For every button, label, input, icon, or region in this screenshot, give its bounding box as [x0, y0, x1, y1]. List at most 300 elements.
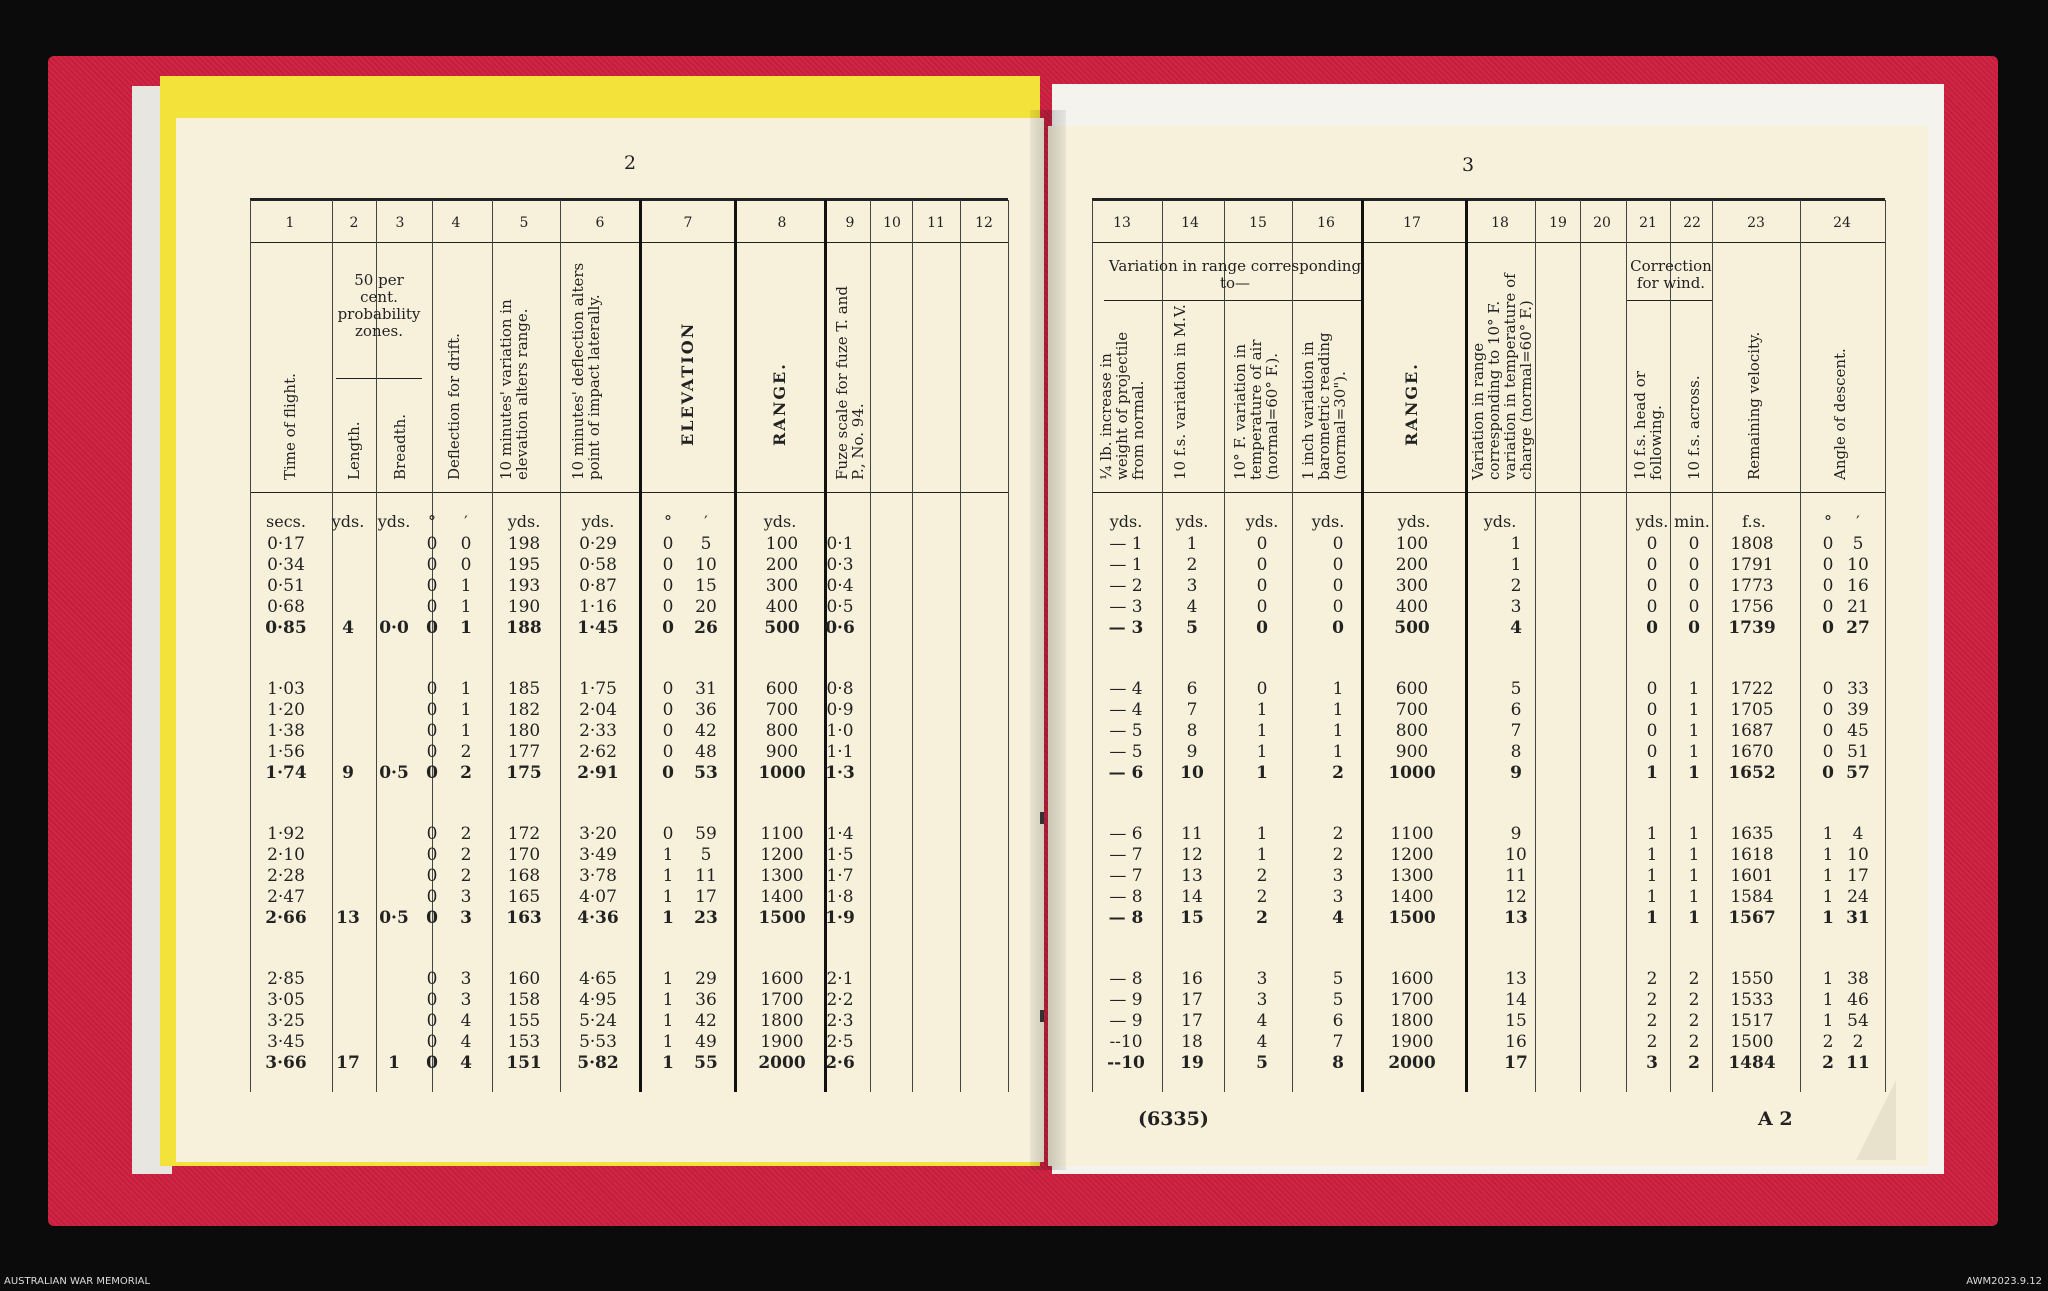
time-of-flight-cell: 3·25 — [267, 1011, 305, 1031]
range-right-cell: 1600 — [1390, 969, 1434, 989]
column-separator-heavy — [1361, 200, 1364, 1092]
air-temp-cell: 0 — [1256, 534, 1268, 554]
drift-deg-cell: 0 — [426, 1011, 438, 1031]
range-cell: 200 — [765, 555, 799, 575]
zones-rule — [336, 378, 422, 379]
cross-wind-cell: 1 — [1688, 824, 1700, 844]
unit-label: f.s. — [1742, 512, 1766, 531]
defl-alters-header: 10 minutes' deflection alters point of impact laterally. — [569, 262, 603, 480]
unit-label: yds. — [1397, 512, 1431, 531]
elev-alters-cell: 182 — [507, 700, 541, 720]
column-number: 2 — [349, 215, 359, 231]
head-wind-cell: 1 — [1646, 908, 1658, 928]
drift-deg-cell: 0 — [426, 1032, 438, 1052]
weight-variation-cell: — 4 — [1109, 700, 1143, 720]
charge-temp-cell: 11 — [1505, 866, 1527, 886]
drift-deg-cell: 0 — [426, 679, 438, 699]
baro-cell: 1 — [1332, 721, 1344, 741]
elevation-min-cell: 15 — [695, 576, 717, 596]
weight-variation-cell: — 8 — [1108, 908, 1144, 928]
drift-min-cell: 1 — [460, 721, 472, 741]
elev-alters-cell: 165 — [507, 887, 541, 907]
drift-deg-cell: 0 — [426, 618, 438, 638]
descent-min-cell: 10 — [1847, 555, 1869, 575]
range-cell: 100 — [765, 534, 799, 554]
defl-alters-cell: 1·16 — [579, 597, 617, 617]
units-rule-left — [250, 492, 1008, 493]
elevation-min-cell: 42 — [695, 1011, 717, 1031]
column-separator-heavy — [734, 200, 737, 1092]
charge-temp-cell: 17 — [1504, 1053, 1528, 1073]
drift-deg-cell: 0 — [426, 908, 438, 928]
baro-cell: 3 — [1332, 866, 1344, 886]
weight-variation-cell: — 6 — [1109, 824, 1143, 844]
time-of-flight-cell: 1·56 — [267, 742, 305, 762]
baro-cell: 2 — [1332, 845, 1344, 865]
descent-min-cell: 21 — [1847, 597, 1869, 617]
unit-label: min. — [1674, 512, 1710, 531]
descent-min-cell: 4 — [1852, 824, 1864, 844]
weight-variation-cell: — 2 — [1109, 576, 1143, 596]
head-wind-cell: 2 — [1646, 990, 1658, 1010]
elevation-min-cell: 23 — [694, 908, 718, 928]
descent-deg-cell: 0 — [1822, 679, 1834, 699]
head-wind-cell: 1 — [1646, 887, 1658, 907]
air-temp-cell: 3 — [1256, 990, 1268, 1010]
descent-min-cell: 16 — [1847, 576, 1869, 596]
column-separator — [1885, 200, 1886, 1092]
time-of-flight-cell: 0·51 — [267, 576, 305, 596]
column-number: 6 — [595, 215, 605, 231]
drift-deg-cell: 0 — [426, 597, 438, 617]
fuze-cell: 0·4 — [826, 576, 854, 596]
drift-min-cell: 4 — [460, 1032, 472, 1052]
column-number: 15 — [1249, 215, 1267, 231]
elevation-deg-cell: 1 — [662, 908, 674, 928]
elevation-deg-cell: 1 — [662, 1032, 674, 1052]
air-temp-cell: 0 — [1256, 597, 1268, 617]
elevation-deg-cell: 0 — [662, 742, 674, 762]
head-wind-cell: 1 — [1646, 763, 1658, 783]
elev-alters-cell: 193 — [507, 576, 541, 596]
range-cell: 1000 — [758, 763, 806, 783]
mv-variation-cell: 19 — [1180, 1053, 1204, 1073]
drift-min-cell: 1 — [460, 679, 472, 699]
baro-cell: 6 — [1332, 1011, 1344, 1031]
time-of-flight-cell: 0·17 — [267, 534, 305, 554]
elevation-min-cell: 36 — [695, 700, 717, 720]
elevation-min-cell: 20 — [695, 597, 717, 617]
head-wind-cell: 0 — [1646, 576, 1658, 596]
descent-deg-cell: 0 — [1822, 742, 1834, 762]
time-of-flight-cell: 3·05 — [267, 990, 305, 1010]
range-cell: 1500 — [758, 908, 806, 928]
descent-min-cell: 51 — [1847, 742, 1869, 762]
signature-mark: A 2 — [1758, 1108, 1793, 1130]
descent-min-cell: 45 — [1847, 721, 1869, 741]
defl-alters-cell: 3·20 — [579, 824, 617, 844]
head-wind-cell: 0 — [1646, 721, 1658, 741]
drift-min-cell: 4 — [460, 1011, 472, 1031]
range-right-cell: 400 — [1395, 597, 1429, 617]
cross-wind-cell: 2 — [1688, 990, 1700, 1010]
descent-min-cell: 5 — [1852, 534, 1864, 554]
length-cell: 13 — [336, 908, 360, 928]
remaining-velocity-cell: 1584 — [1730, 887, 1774, 907]
mv-variation-cell: 14 — [1181, 887, 1203, 907]
baro-cell: 0 — [1332, 534, 1344, 554]
descent-deg-cell: 1 — [1822, 990, 1834, 1010]
descent-deg-cell: 1 — [1822, 866, 1834, 886]
head-wind-cell: 3 — [1646, 1053, 1658, 1073]
book-gutter — [1030, 110, 1066, 1170]
weight-variation-cell: — 4 — [1109, 679, 1143, 699]
column-separator-heavy — [824, 200, 827, 1092]
column-separator-heavy — [639, 200, 642, 1092]
charge-temp-cell: 13 — [1505, 969, 1527, 989]
charge-temp-cell: 8 — [1510, 742, 1522, 762]
unit-label: yds. — [377, 512, 411, 531]
descent-deg-cell: 1 — [1822, 1011, 1834, 1031]
range-cell: 1700 — [760, 990, 804, 1010]
defl-alters-cell: 2·04 — [579, 700, 617, 720]
range-cell: 1300 — [760, 866, 804, 886]
time-of-flight-cell: 0·85 — [265, 618, 307, 638]
weight-variation-cell: — 9 — [1109, 990, 1143, 1010]
range-cell: 1200 — [760, 845, 804, 865]
column-separator — [1292, 200, 1293, 1092]
baro-cell: 2 — [1332, 824, 1344, 844]
descent-deg-cell: 1 — [1822, 887, 1834, 907]
elevation-deg-cell: 1 — [662, 1053, 674, 1073]
cross-wind-cell: 1 — [1688, 908, 1700, 928]
drift-min-cell: 2 — [460, 845, 472, 865]
elevation-min-cell: 5 — [700, 534, 712, 554]
column-separator — [332, 200, 333, 1092]
remaining-velocity-cell: 1791 — [1730, 555, 1774, 575]
defl-alters-cell: 4·95 — [579, 990, 617, 1010]
column-separator — [1224, 200, 1225, 1092]
cross-wind-cell: 1 — [1688, 700, 1700, 720]
head-wind-cell: 2 — [1646, 969, 1658, 989]
remaining-velocity-cell: 1722 — [1730, 679, 1774, 699]
time-of-flight-header: Time of flight. — [281, 373, 299, 480]
mv-variation-cell: 10 — [1180, 763, 1204, 783]
baro-cell: 2 — [1332, 763, 1344, 783]
range-cell: 1900 — [760, 1032, 804, 1052]
descent-min-cell: 39 — [1847, 700, 1869, 720]
unit-label: ° — [1824, 512, 1832, 531]
baro-cell: 7 — [1332, 1032, 1344, 1052]
time-of-flight-cell: 0·34 — [267, 555, 305, 575]
elevation-deg-cell: 1 — [662, 1011, 674, 1031]
cross-wind-cell: 2 — [1688, 1011, 1700, 1031]
breadth-cell: 1 — [388, 1053, 400, 1073]
head-wind-cell: 1 — [1646, 824, 1658, 844]
drift-min-cell: 3 — [460, 969, 472, 989]
caption-left: AUSTRALIAN WAR MEMORIAL — [4, 1276, 151, 1287]
cross-wind-cell: 1 — [1688, 742, 1700, 762]
column-separator — [1626, 200, 1627, 1092]
elevation-min-cell: 42 — [695, 721, 717, 741]
descent-min-cell: 46 — [1847, 990, 1869, 1010]
air-temp-cell: 5 — [1256, 1053, 1268, 1073]
unit-label: yds. — [1175, 512, 1209, 531]
mv-variation-cell: 13 — [1181, 866, 1203, 886]
mv-variation-cell: 1 — [1186, 534, 1198, 554]
descent-min-cell: 27 — [1846, 618, 1870, 638]
unit-label: ° — [664, 512, 672, 531]
baro-header: 1 inch variation in barometric reading (normal=30"). — [1299, 332, 1349, 480]
air-temp-cell: 2 — [1256, 908, 1268, 928]
air-temp-cell: 1 — [1256, 721, 1268, 741]
column-number: 5 — [519, 215, 529, 231]
elevation-deg-cell: 0 — [662, 700, 674, 720]
elevation-min-cell: 53 — [694, 763, 718, 783]
elev-alters-cell: 158 — [507, 990, 541, 1010]
remaining-velocity-cell: 1550 — [1730, 969, 1774, 989]
defl-alters-cell: 2·91 — [577, 763, 619, 783]
defl-alters-cell: 3·49 — [579, 845, 617, 865]
elevation-deg-cell: 1 — [662, 990, 674, 1010]
unit-label: yds. — [581, 512, 615, 531]
wind-header: Correction for wind. — [1630, 257, 1712, 292]
elevation-min-cell: 31 — [695, 679, 717, 699]
column-number: 17 — [1403, 215, 1421, 231]
charge-temp-cell: 6 — [1510, 700, 1522, 720]
elev-alters-cell: 195 — [507, 555, 541, 575]
remaining-velocity-cell: 1484 — [1728, 1053, 1776, 1073]
defl-alters-cell: 2·62 — [579, 742, 617, 762]
column-separator — [1008, 200, 1009, 1092]
drift-min-cell: 1 — [460, 576, 472, 596]
remaining-velocity-cell: 1635 — [1730, 824, 1774, 844]
angle-descent-header: Angle of descent. — [1831, 348, 1849, 480]
charge-temp-cell: 16 — [1505, 1032, 1527, 1052]
cross-wind-cell: 0 — [1688, 597, 1700, 617]
weight-variation-cell: — 8 — [1109, 887, 1143, 907]
elevation-min-cell: 17 — [695, 887, 717, 907]
column-separator — [1670, 200, 1671, 1092]
elev-alters-cell: 151 — [506, 1053, 542, 1073]
remaining-velocity-cell: 1670 — [1730, 742, 1774, 762]
elev-alters-cell: 160 — [507, 969, 541, 989]
mv-variation-cell: 15 — [1180, 908, 1204, 928]
unit-label: yds. — [1245, 512, 1279, 531]
cross-wind-cell: 1 — [1688, 866, 1700, 886]
column-separator — [870, 200, 871, 1092]
variation-header: Variation in range corresponding to— — [1108, 257, 1362, 292]
descent-min-cell: 31 — [1846, 908, 1870, 928]
air-temp-cell: 1 — [1256, 700, 1268, 720]
column-number: 19 — [1549, 215, 1567, 231]
fuze-cell: 2·2 — [826, 990, 854, 1010]
mv-variation-cell: 3 — [1186, 576, 1198, 596]
fuze-cell: 1·5 — [826, 845, 854, 865]
fuze-cell: 1·3 — [825, 763, 855, 783]
charge-temp-header: Variation in range corresponding to 10° F. variation in temperature of charge (normal=60° F.) — [1469, 273, 1535, 480]
fuze-cell: 1·0 — [826, 721, 854, 741]
drift-deg-cell: 0 — [426, 534, 438, 554]
cross-wind-cell: 1 — [1688, 845, 1700, 865]
length-cell: 17 — [336, 1053, 360, 1073]
range-cell: 400 — [765, 597, 799, 617]
range-right-cell: 1500 — [1388, 908, 1436, 928]
drift-min-cell: 0 — [460, 555, 472, 575]
zones-header: 50 per cent. probability zones. — [337, 271, 421, 340]
elevation-min-cell: 11 — [695, 866, 717, 886]
air-temp-cell: 0 — [1256, 576, 1268, 596]
head-wind-cell: 0 — [1646, 534, 1658, 554]
range-right-cell: 500 — [1394, 618, 1430, 638]
weight-variation-cell: — 5 — [1109, 721, 1143, 741]
range-cell: 2000 — [758, 1053, 806, 1073]
elevation-min-cell: 55 — [694, 1053, 718, 1073]
range-cell: 900 — [765, 742, 799, 762]
air-temp-cell: 4 — [1256, 1011, 1268, 1031]
head-wind-cell: 0 — [1646, 679, 1658, 699]
weight-variation-cell: — 5 — [1109, 742, 1143, 762]
charge-temp-cell: 15 — [1505, 1011, 1527, 1031]
remaining-velocity-cell: 1773 — [1730, 576, 1774, 596]
range-header-left: RANGE. — [770, 362, 789, 446]
time-of-flight-cell: 2·66 — [265, 908, 307, 928]
cross-wind-cell: 1 — [1688, 763, 1700, 783]
elevation-header: ELEVATION — [678, 321, 697, 446]
mv-variation-cell: 11 — [1181, 824, 1203, 844]
charge-temp-cell: 3 — [1510, 597, 1522, 617]
weight-variation-cell: — 3 — [1109, 597, 1143, 617]
elevation-deg-cell: 0 — [662, 763, 674, 783]
cross-wind-cell: 2 — [1688, 1053, 1700, 1073]
print-code: (6335) — [1138, 1108, 1209, 1130]
breadth-header: Breadth. — [391, 413, 409, 480]
drift-min-cell: 2 — [460, 866, 472, 886]
elev-alters-cell: 177 — [507, 742, 541, 762]
remaining-velocity-cell: 1756 — [1730, 597, 1774, 617]
fuze-cell: 2·3 — [826, 1011, 854, 1031]
baro-cell: 1 — [1332, 679, 1344, 699]
descent-deg-cell: 2 — [1822, 1032, 1834, 1052]
defl-alters-cell: 2·33 — [579, 721, 617, 741]
column-separator — [1712, 200, 1713, 1092]
column-separator — [960, 200, 961, 1092]
fuze-cell: 1·1 — [826, 742, 854, 762]
unit-label: yds. — [331, 512, 365, 531]
range-cell: 1800 — [760, 1011, 804, 1031]
air-temp-cell: 2 — [1256, 866, 1268, 886]
defl-alters-cell: 5·24 — [579, 1011, 617, 1031]
unit-label: yds. — [1635, 512, 1669, 531]
mv-variation-cell: 4 — [1186, 597, 1198, 617]
descent-min-cell: 38 — [1847, 969, 1869, 989]
baro-cell: 4 — [1332, 908, 1344, 928]
drift-deg-cell: 0 — [426, 824, 438, 844]
mv-variation-cell: 2 — [1186, 555, 1198, 575]
elev-alters-cell: 185 — [507, 679, 541, 699]
column-number: 8 — [777, 215, 787, 231]
elevation-deg-cell: 1 — [662, 845, 674, 865]
elevation-min-cell: 5 — [700, 845, 712, 865]
cross-wind-cell: 2 — [1688, 969, 1700, 989]
drift-deg-cell: 0 — [426, 742, 438, 762]
range-right-cell: 1800 — [1390, 1011, 1434, 1031]
descent-min-cell: 10 — [1847, 845, 1869, 865]
elevation-deg-cell: 0 — [662, 679, 674, 699]
cross-wind-cell: 1 — [1688, 721, 1700, 741]
header-rule-left — [250, 242, 1008, 243]
column-separator — [1535, 200, 1536, 1092]
descent-deg-cell: 0 — [1822, 555, 1834, 575]
elevation-deg-cell: 0 — [662, 824, 674, 844]
descent-min-cell: 11 — [1846, 1053, 1870, 1073]
weight-variation-cell: — 9 — [1109, 1011, 1143, 1031]
elev-alters-cell: 172 — [507, 824, 541, 844]
mv-variation-cell: 8 — [1186, 721, 1198, 741]
caption-right: AWM2023.9.12 — [1966, 1276, 2042, 1287]
defl-alters-cell: 0·58 — [579, 555, 617, 575]
fuze-cell: 1·7 — [826, 866, 854, 886]
right-page-number: 3 — [1462, 154, 1475, 176]
column-number: 16 — [1317, 215, 1335, 231]
fuze-cell: 1·8 — [826, 887, 854, 907]
elev-alters-cell: 170 — [507, 845, 541, 865]
cross-wind-cell: 2 — [1688, 1032, 1700, 1052]
charge-temp-cell: 1 — [1510, 534, 1522, 554]
unit-label: ° — [428, 512, 436, 531]
head-wind-cell: 0 — [1646, 555, 1658, 575]
range-right-cell: 200 — [1395, 555, 1429, 575]
mv-variation-cell: 12 — [1181, 845, 1203, 865]
descent-deg-cell: 1 — [1822, 845, 1834, 865]
air-temp-cell: 2 — [1256, 887, 1268, 907]
breadth-cell: 0·0 — [379, 618, 409, 638]
elevation-min-cell: 10 — [695, 555, 717, 575]
time-of-flight-cell: 1·74 — [265, 763, 307, 783]
remaining-velocity-header: Remaining velocity. — [1745, 331, 1763, 480]
remaining-velocity-cell: 1618 — [1730, 845, 1774, 865]
descent-deg-cell: 0 — [1822, 763, 1834, 783]
air-temp-cell: 0 — [1256, 679, 1268, 699]
column-number: 3 — [395, 215, 405, 231]
descent-min-cell: 2 — [1852, 1032, 1864, 1052]
remaining-velocity-cell: 1500 — [1730, 1032, 1774, 1052]
fuze-cell: 0·6 — [825, 618, 855, 638]
elevation-deg-cell: 0 — [662, 721, 674, 741]
descent-deg-cell: 0 — [1822, 618, 1834, 638]
air-temp-cell: 3 — [1256, 969, 1268, 989]
range-cell: 1600 — [760, 969, 804, 989]
elev-alters-cell: 175 — [506, 763, 542, 783]
head-wind-cell: 0 — [1646, 700, 1658, 720]
mv-variation-cell: 17 — [1181, 1011, 1203, 1031]
defl-alters-cell: 0·29 — [579, 534, 617, 554]
elevation-deg-cell: 1 — [662, 969, 674, 989]
drift-min-cell: 1 — [460, 700, 472, 720]
defl-alters-cell: 5·82 — [577, 1053, 619, 1073]
head-wind-cell: 1 — [1646, 866, 1658, 886]
range-cell: 300 — [765, 576, 799, 596]
time-of-flight-cell: 1·92 — [267, 824, 305, 844]
charge-temp-cell: 1 — [1510, 555, 1522, 575]
column-number: 7 — [683, 215, 693, 231]
range-right-cell: 1000 — [1388, 763, 1436, 783]
cross-wind-cell: 1 — [1688, 679, 1700, 699]
charge-temp-cell: 9 — [1510, 824, 1522, 844]
drift-min-cell: 2 — [460, 824, 472, 844]
column-number: 24 — [1833, 215, 1851, 231]
across-header: 10 f.s. across. — [1685, 375, 1703, 480]
